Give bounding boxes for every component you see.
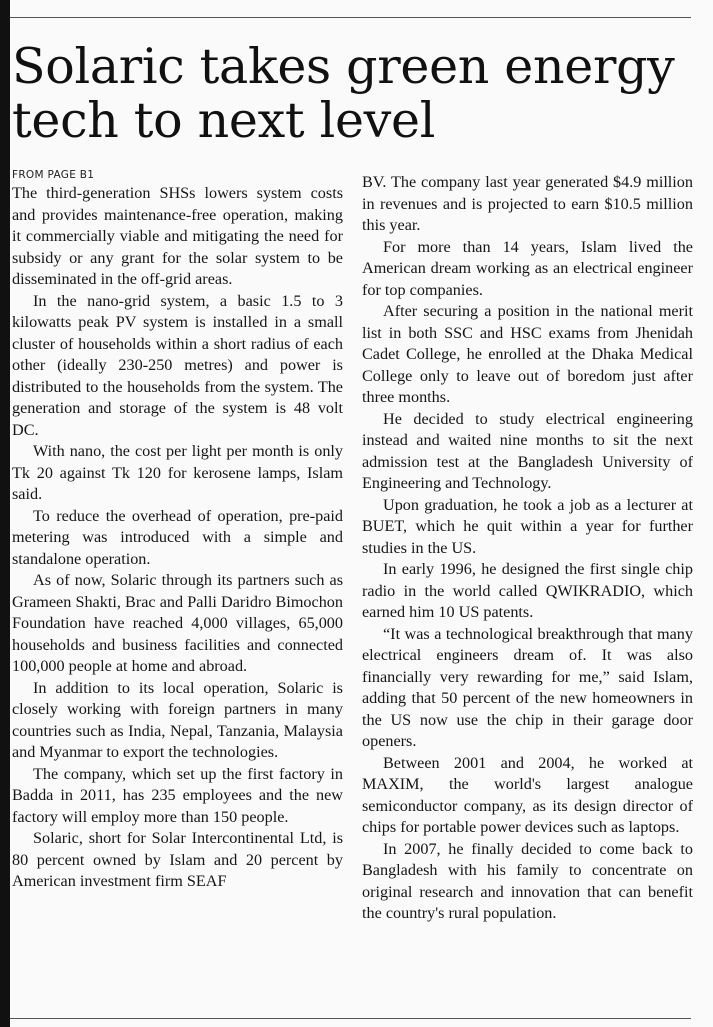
paragraph-continuation: BV. The company last year generated $4.9 million in revenues and is projected to earn $10.5 million this year. — [362, 173, 693, 234]
paragraph: The third-generation SHSs lowers system costs and provides maintenance-free operation, making it commercially viable and mitigating the need for subsidy or any grant for the solar system to be disseminated in the off-grid areas. — [12, 184, 343, 288]
paragraph: He decided to study electrical engineering instead and waited nine months to sit the next admission test at the Bangladesh University of Engineering and Technology. — [362, 409, 693, 492]
paragraph: As of now, Solaric through its partners such as Grameen Shakti, Brac and Palli Daridro Bimochon Foundation have reached 4,000 villages, 65,000 households and business facilities and connected 100,000 people at home and abroad. — [12, 571, 343, 675]
paragraph: With nano, the cost per light per month is only Tk 20 against Tk 120 for kerosene lamps, Islam said. — [12, 442, 343, 503]
paragraph: Solaric, short for Solar Intercontinental Ltd, is 80 percent owned by Islam and 20 percent by American investment firm SEAF — [12, 829, 343, 890]
bottom-rule — [10, 1018, 691, 1019]
paragraph: The company, which set up the first factory in Badda in 2011, has 235 employees and the new factory will employ more than 150 people. — [12, 764, 343, 826]
paragraph: After securing a position in the national merit list in both SSC and HSC exams from Jhenidah Cadet College, he enrolled at the Dhaka Medical College only to leave out of boredom just after three months. — [362, 302, 693, 406]
paragraph: For more than 14 years, Islam lived the American dream working as an electrical engineer for top companies. — [362, 237, 693, 299]
paragraph: Between 2001 and 2004, he worked at MAXIM, the world's largest analogue semiconductor company, as its design director of chips for portable power devices such as laptops. — [362, 753, 693, 836]
paragraph: Upon graduation, he took a job as a lecturer at BUET, which he quit within a year for further studies in the US. — [362, 495, 693, 557]
paragraph: To reduce the overhead of operation, pre-paid metering was introduced with a simple and standalone operation. — [12, 506, 343, 568]
paragraph: In the nano-grid system, a basic 1.5 to 3 kilowatts peak PV system is installed in a small cluster of households within a short radius of each other (ideally 230-250 metres) and power is distributed to the households from the system. The generation and storage of the system is 48 volt DC. — [12, 291, 343, 439]
paragraph: In addition to its local operation, Solaric is closely working with foreign partners in many countries such as India, Nepal, Tanzania, Malaysia and Myanmar to export the technologies. — [12, 678, 343, 761]
jump-line: FROM PAGE B1 — [12, 169, 95, 181]
paragraph: In 2007, he finally decided to come back to Bangladesh with his family to concentrate on original research and innovation that can benefit the country's rural population. — [362, 839, 693, 922]
right-column — [362, 172, 693, 925]
headline: Solaric takes green energy tech to next level — [12, 38, 675, 149]
top-rule — [10, 17, 691, 18]
paragraph: In early 1996, he designed the first single chip radio in the world called QWIKRADIO, which earned him 10 US patents. — [362, 560, 693, 621]
page-edge-bar — [0, 0, 10, 1027]
left-column — [12, 169, 343, 893]
paragraph: “It was a technological breakthrough that many electrical engineers dream of. It was also financially very rewarding for me,” said Islam, adding that 50 percent of the new homeowners in the US now use the chip in their garage door openers. — [362, 624, 693, 750]
